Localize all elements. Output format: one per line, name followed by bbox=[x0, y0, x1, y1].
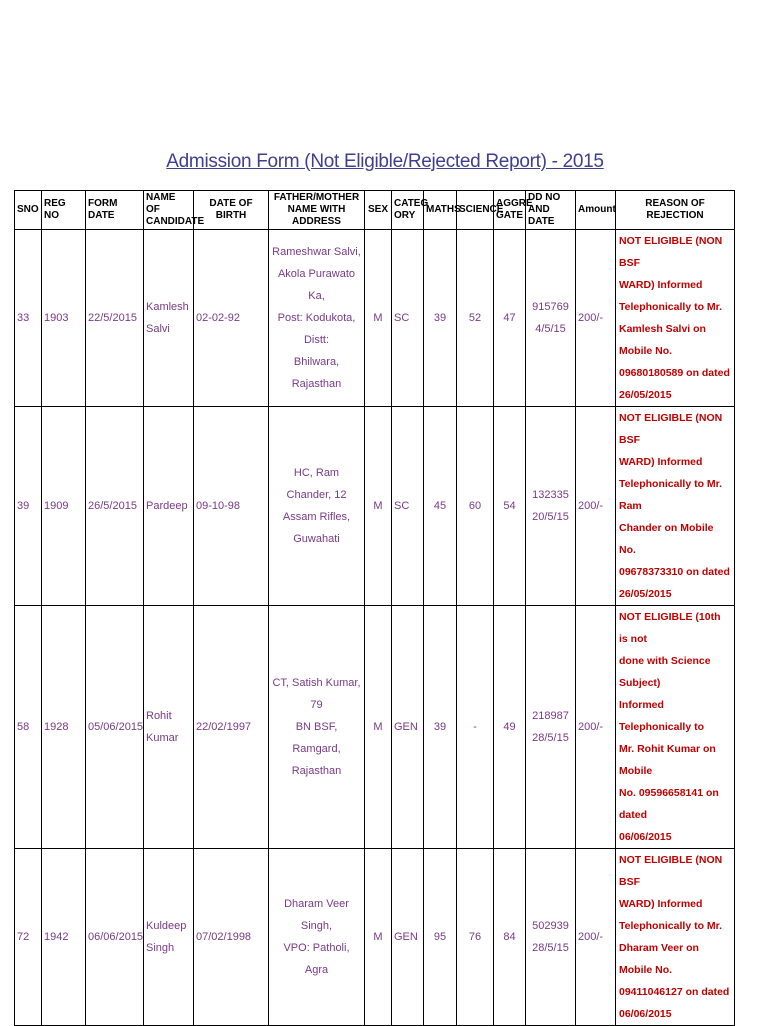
header-date-of-birth: DATE OF BIRTH bbox=[194, 191, 269, 230]
cell-amount: 200/- bbox=[576, 407, 616, 606]
cell-aggregate: 84 bbox=[494, 849, 526, 1026]
cell-reason: NOT ELIGIBLE (NON BSF WARD) Informed Telephonically to Mr. Ram Chander on Mobile No. 09678373310 on dated 26/05/2015 bbox=[616, 407, 735, 606]
cell-aggregate: 47 bbox=[494, 230, 526, 407]
cell-form-date: 06/06/2015 bbox=[86, 849, 144, 1026]
header-father-mother: FATHER/MOTHER NAME WITH ADDRESS bbox=[269, 191, 365, 230]
cell-sex: M bbox=[365, 849, 392, 1026]
rejection-report-table bbox=[14, 190, 735, 1026]
header-reason: REASON OF REJECTION bbox=[616, 191, 735, 230]
cell-sex: M bbox=[365, 606, 392, 849]
cell-form-date: 05/06/2015 bbox=[86, 606, 144, 849]
cell-dd-no: 915769 4/5/15 bbox=[526, 230, 576, 407]
cell-sex: M bbox=[365, 407, 392, 606]
cell-category: GEN bbox=[392, 606, 424, 849]
cell-category: SC bbox=[392, 407, 424, 606]
cell-candidate-name: Rohit Kumar bbox=[144, 606, 194, 849]
header-sex: SEX bbox=[365, 191, 392, 230]
cell-dd-no: 502939 28/5/15 bbox=[526, 849, 576, 1026]
cell-address: HC, Ram Chander, 12 Assam Rifles, Guwahati bbox=[269, 407, 365, 606]
cell-candidate-name: Pardeep bbox=[144, 407, 194, 606]
cell-category: GEN bbox=[392, 849, 424, 1026]
cell-science: - bbox=[457, 606, 494, 849]
cell-amount: 200/- bbox=[576, 849, 616, 1026]
cell-sno: 33 bbox=[15, 230, 42, 407]
cell-dd-no: 218987 28/5/15 bbox=[526, 606, 576, 849]
cell-address: Dharam Veer Singh, VPO: Patholi, Agra bbox=[269, 849, 365, 1026]
cell-maths: 39 bbox=[424, 606, 457, 849]
header-row bbox=[15, 191, 735, 230]
cell-reg-no: 1928 bbox=[42, 606, 86, 849]
table-row bbox=[15, 606, 735, 849]
cell-amount: 200/- bbox=[576, 606, 616, 849]
cell-sex: M bbox=[365, 230, 392, 407]
cell-sno: 39 bbox=[15, 407, 42, 606]
cell-reason: NOT ELIGIBLE (NON BSF WARD) Informed Telephonically to Mr. Dharam Veer on Mobile No. 09411046127 on dated 06/06/2015 bbox=[616, 849, 735, 1026]
cell-reason: NOT ELIGIBLE (10th is not done with Science Subject) Informed Telephonically to Mr. Rohit Kumar on Mobile No. 09596658141 on dated 06/06/2015 bbox=[616, 606, 735, 849]
cell-date-of-birth: 09-10-98 bbox=[194, 407, 269, 606]
cell-science: 76 bbox=[457, 849, 494, 1026]
cell-address: CT, Satish Kumar, 79 BN BSF, Ramgard, Rajasthan bbox=[269, 606, 365, 849]
cell-candidate-name: Kuldeep Singh bbox=[144, 849, 194, 1026]
cell-date-of-birth: 22/02/1997 bbox=[194, 606, 269, 849]
cell-sno: 58 bbox=[15, 606, 42, 849]
cell-sno: 72 bbox=[15, 849, 42, 1026]
table-row bbox=[15, 849, 735, 1026]
header-category: CATEG ORY bbox=[392, 191, 424, 230]
table-row bbox=[15, 230, 735, 407]
cell-aggregate: 49 bbox=[494, 606, 526, 849]
cell-reg-no: 1903 bbox=[42, 230, 86, 407]
cell-reg-no: 1942 bbox=[42, 849, 86, 1026]
cell-dd-no: 132335 20/5/15 bbox=[526, 407, 576, 606]
cell-aggregate: 54 bbox=[494, 407, 526, 606]
cell-candidate-name: Kamlesh Salvi bbox=[144, 230, 194, 407]
cell-date-of-birth: 02-02-92 bbox=[194, 230, 269, 407]
page-title: Admission Form (Not Eligible/Rejected Report) - 2015 bbox=[166, 151, 604, 172]
cell-maths: 45 bbox=[424, 407, 457, 606]
header-name-of-candidate: NAME OF CANDIDATE bbox=[144, 191, 194, 230]
cell-form-date: 26/5/2015 bbox=[86, 407, 144, 606]
header-reg-no: REG NO bbox=[42, 191, 86, 230]
header-amount: Amount bbox=[576, 191, 616, 230]
cell-maths: 95 bbox=[424, 849, 457, 1026]
cell-science: 60 bbox=[457, 407, 494, 606]
cell-date-of-birth: 07/02/1998 bbox=[194, 849, 269, 1026]
cell-maths: 39 bbox=[424, 230, 457, 407]
table-row bbox=[15, 407, 735, 606]
cell-category: SC bbox=[392, 230, 424, 407]
header-dd-no: DD NO AND DATE bbox=[526, 191, 576, 230]
cell-reg-no: 1909 bbox=[42, 407, 86, 606]
cell-amount: 200/- bbox=[576, 230, 616, 407]
header-maths: MATHS bbox=[424, 191, 457, 230]
header-aggregate: AGGRE GATE bbox=[494, 191, 526, 230]
header-sno: SNO bbox=[15, 191, 42, 230]
cell-science: 52 bbox=[457, 230, 494, 407]
header-science: SCIENCE bbox=[457, 191, 494, 230]
cell-address: Rameshwar Salvi, Akola Purawato Ka, Post: Kodukota, Distt: Bhilwara, Rajasthan bbox=[269, 230, 365, 407]
header-form-date: FORM DATE bbox=[86, 191, 144, 230]
cell-reason: NOT ELIGIBLE (NON BSF WARD) Informed Telephonically to Mr. Kamlesh Salvi on Mobile No. 09680180589 on dated 26/05/2015 bbox=[616, 230, 735, 407]
cell-form-date: 22/5/2015 bbox=[86, 230, 144, 407]
